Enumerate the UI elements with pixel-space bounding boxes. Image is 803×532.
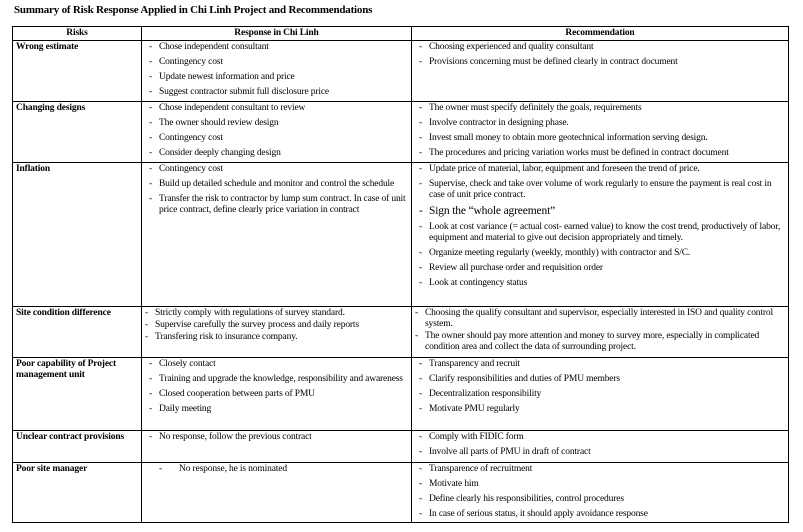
risk-cell <box>13 358 142 431</box>
list-item: - The owner should review design <box>145 118 408 129</box>
response-cell <box>142 307 412 358</box>
list-item: - Define clearly his responsibilities, control procedures <box>415 494 785 505</box>
table-row <box>13 463 789 523</box>
risk-cell <box>13 102 142 163</box>
header-response: Response in Chi Linh <box>142 27 412 41</box>
response-cell <box>142 358 412 431</box>
list-item: - Provisions concerning must be defined clearly in contract document <box>415 57 785 68</box>
recommendation-cell <box>412 41 789 102</box>
risk-cell <box>13 307 142 358</box>
list-item: - Transparency and recruit <box>415 359 785 370</box>
list-item: - In case of serious status, it should apply avoidance response <box>415 509 785 520</box>
table-header-row <box>13 27 789 41</box>
recommendation-cell <box>412 102 789 163</box>
risk-name: Changing designs <box>16 103 86 113</box>
risk-cell <box>13 41 142 102</box>
list-item: - Clarify responsibilities and duties of PMU members <box>415 374 785 385</box>
list-item: - Strictly comply with regulations of survey standard. <box>145 308 408 319</box>
list-item: - Decentralization responsibility <box>415 389 785 400</box>
list-item: - Transfering risk to insurance company. <box>145 332 408 343</box>
header-risks: Risks <box>13 27 142 41</box>
list-item: - Choosing experienced and quality consultant <box>415 42 785 53</box>
list-item: - The procedures and pricing variation works must be defined in contract document <box>415 148 785 159</box>
list-item: - Invest small money to obtain more geotechnical information serving design. <box>415 133 785 144</box>
list-item: - Closely contact <box>145 359 408 370</box>
list-item: - Transparence of recruitment <box>415 464 785 475</box>
recommendation-cell <box>412 307 789 358</box>
risk-cell <box>13 163 142 307</box>
list-item: - Contingency cost <box>145 164 408 175</box>
risk-name: Site condition difference <box>16 308 111 318</box>
list-item: - The owner should pay more attention and money to survey more, especially in complicated condition area and collect the data of surrounding project. <box>415 331 785 353</box>
recommendation-cell <box>412 463 789 523</box>
list-item: - Review all purchase order and requisition order <box>415 263 785 274</box>
list-item: - Suggest contractor submit full disclosure price <box>145 87 408 98</box>
table-row <box>13 358 789 431</box>
list-item: - The owner must specify definitely the goals, requirements <box>415 103 785 114</box>
table-row <box>13 102 789 163</box>
document-title: Summary of Risk Response Applied in Chi Linh Project and Recommendations <box>14 4 373 16</box>
list-item: - Daily meeting <box>145 404 408 415</box>
list-item: - Sign the “whole agreement” <box>415 205 785 218</box>
list-item: - Motivate him <box>415 479 785 490</box>
list-item: - Look at cost variance (= actual cost- earned value) to know the cost trend, productively of labor, equipment and material to give out decision appropriately and timely. <box>415 222 785 244</box>
list-item: - Comply with FIDIC form <box>415 432 785 443</box>
recommendation-cell <box>412 163 789 307</box>
risk-cell <box>13 463 142 523</box>
list-item: - Supervise, check and take over volume of work regularly to ensure the payment is real cost in case of unit price contract. <box>415 179 785 201</box>
table-row <box>13 431 789 463</box>
list-item: - Organize meeting regularly (weekly, monthly) with contractor and S/C. <box>415 248 785 259</box>
list-item: - Update newest information and price <box>145 72 408 83</box>
response-cell <box>142 102 412 163</box>
recommendation-cell <box>412 431 789 463</box>
table-row <box>13 307 789 358</box>
risk-response-table <box>12 26 789 523</box>
list-item: - Look at contingency status <box>415 278 785 289</box>
list-item: - Training and upgrade the knowledge, responsibility and awareness <box>145 374 408 385</box>
list-item: - No response, follow the previous contract <box>145 432 408 443</box>
list-item: - Closed cooperation between parts of PMU <box>145 389 408 400</box>
list-item: - Chose independent consultant to review <box>145 103 408 114</box>
table-row <box>13 41 789 102</box>
list-item: - Transfer the risk to contractor by lump sum contract. In case of unit price contract, define clearly price variation in contract <box>145 194 408 216</box>
list-item: - Choosing the qualify consultant and supervisor, especially interested in ISO and quality control system. <box>415 308 785 330</box>
list-item: - Contingency cost <box>145 57 408 68</box>
list-item: - No response, he is nominated <box>145 464 408 475</box>
risk-name: Poor capability of Project management unit <box>16 359 116 380</box>
response-cell <box>142 431 412 463</box>
list-item: - Chose independent consultant <box>145 42 408 53</box>
risk-name: Poor site manager <box>16 464 88 474</box>
response-cell <box>142 163 412 307</box>
recommendation-cell <box>412 358 789 431</box>
list-item: - Build up detailed schedule and monitor and control the schedule <box>145 179 408 190</box>
risk-name: Wrong estimate <box>16 42 79 52</box>
response-cell <box>142 41 412 102</box>
response-cell <box>142 463 412 523</box>
list-item: - Supervise carefully the survey process and daily reports <box>145 320 408 331</box>
list-item: - Involve contractor in designing phase. <box>415 118 785 129</box>
list-item: - Involve all parts of PMU in draft of contract <box>415 447 785 458</box>
list-item: - Consider deeply changing design <box>145 148 408 159</box>
risk-name: Unclear contract provisions <box>16 432 125 442</box>
list-item: - Update price of material, labor, equipment and foreseen the trend of price. <box>415 164 785 175</box>
list-item: - Contingency cost <box>145 133 408 144</box>
header-recommendation: Recommendation <box>412 27 789 41</box>
list-item: - Motivate PMU regularly <box>415 404 785 415</box>
risk-cell <box>13 431 142 463</box>
risk-name: Inflation <box>16 164 51 174</box>
table-row <box>13 163 789 307</box>
